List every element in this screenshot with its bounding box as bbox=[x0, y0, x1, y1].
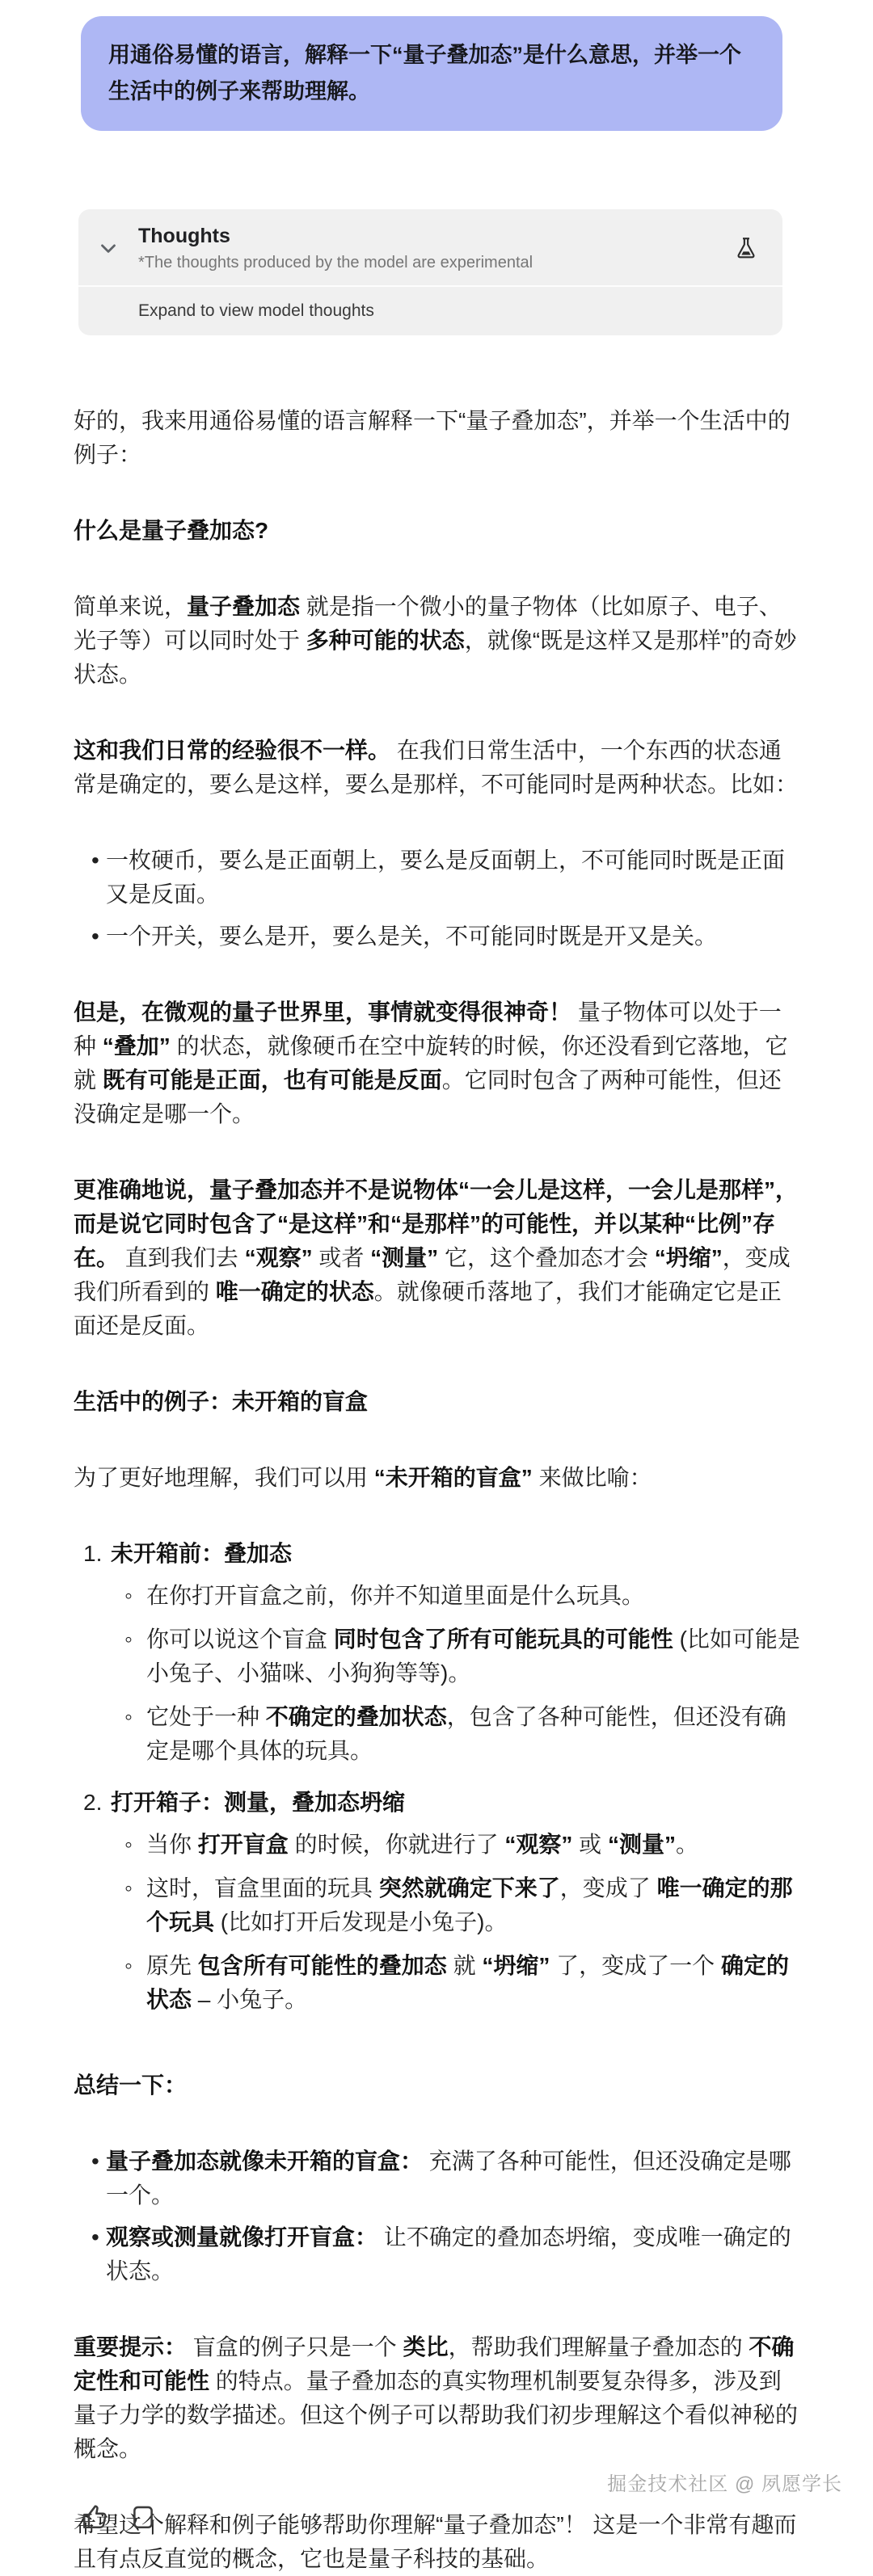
response-heading: 生活中的例子：未开箱的盲盒 bbox=[74, 1389, 369, 1414]
bullet-marker: • bbox=[91, 924, 99, 949]
user-message-bubble: 用通俗易懂的语言，解释一下“量子叠加态”是什么意思，并举一个生活中的例子来帮助理解。 bbox=[81, 16, 782, 131]
numbered-item: 2. 打开箱子：测量，叠加态坍缩 ◦ 当你 打开盲盒 的时候，你就进行了 “观察” 或 “测量”。 ◦ 这时，盲盒里面的玩具 突然就确定下来了，变成了 唯一确定的那个玩具 (比如打开后发现是小兔子)。 ◦ 原先 包含所有可能性的叠加态 就 “坍缩” 了，变成了一个 确定的状态 – 小兔子。 bbox=[74, 1786, 800, 2027]
bullet-marker: • bbox=[91, 2149, 99, 2174]
bullet-item: • 观察或测量就像打开盲盒： 让不确定的叠加态坍缩，变成唯一确定的状态。 bbox=[74, 2220, 800, 2288]
thoughts-expand-button[interactable]: Expand to view model thoughts bbox=[138, 301, 374, 320]
circle-bullet-marker: ◦ bbox=[124, 1953, 133, 1978]
thoughts-header[interactable] bbox=[78, 209, 782, 287]
response-paragraph: 更准确地说，量子叠加态并不是说物体“一会儿是这样，一会儿是那样”，而是说它同时包含了“是这样”和“是那样”的可能性，并以某种“比例”存在。 直到我们去 “观察” 或者 “测量” 它，这个叠加态才会 “坍缩”，变成我们所看到的 唯一确定的状态。就像硬币落地了，我们才能确定它是正面还是反面。 bbox=[74, 1177, 799, 1338]
sub-bullet-item: ◦ 这时，盲盒里面的玩具 突然就确定下来了，变成了 唯一确定的那个玩具 (比如打开后发现是小兔子)。 bbox=[111, 1871, 800, 1939]
bullet-marker: • bbox=[91, 2225, 99, 2250]
circle-bullet-marker: ◦ bbox=[124, 1583, 133, 1608]
sub-bullet-list bbox=[111, 1579, 800, 1768]
bullet-marker: • bbox=[91, 848, 99, 873]
thoughts-panel bbox=[78, 209, 782, 335]
thoughts-titles bbox=[138, 222, 718, 274]
bullet-item: • 量子叠加态就像未开箱的盲盒： 充满了各种可能性，但还没确定是哪一个。 bbox=[74, 2145, 800, 2212]
bullet-list bbox=[74, 2145, 800, 2288]
number-marker: 2. bbox=[83, 1790, 103, 1815]
response-feedback-bar bbox=[81, 2503, 157, 2535]
watermark: 掘金技术社区 @ 夙愿学长 bbox=[607, 2473, 842, 2495]
sub-bullet-item: ◦ 你可以说这个盲盒 同时包含了所有可能玩具的可能性 (比如可能是小兔子、小猫咪、小狗狗等等)。 bbox=[111, 1623, 800, 1690]
thumbs-down-icon[interactable] bbox=[129, 2503, 157, 2535]
sub-bullet-item: ◦ 原先 包含所有可能性的叠加态 就 “坍缩” 了，变成了一个 确定的状态 – 小兔子。 bbox=[111, 1949, 800, 2017]
response-paragraph: 为了更好地理解，我们可以用 “未开箱的盲盒” 来做比喻： bbox=[74, 1465, 652, 1490]
numbered-item: 1. 未开箱前：叠加态 ◦ 在你打开盲盒之前，你并不知道里面是什么玩具。 ◦ 你可以说这个盲盒 同时包含了所有可能玩具的可能性 (比如可能是小兔子、小猫咪、小狗狗等等)。 ◦ 它处于一种 不确定的叠加状态，包含了各种可能性，但还没有确定是哪个具体的玩具。 bbox=[74, 1537, 800, 1778]
thumbs-up-icon[interactable] bbox=[81, 2503, 108, 2535]
thoughts-title: Thoughts bbox=[138, 225, 230, 247]
response-paragraph: 好的，我来用通俗易懂的语言解释一下“量子叠加态”，并举一个生活中的例子： bbox=[74, 408, 791, 467]
chevron-down-icon[interactable] bbox=[96, 236, 120, 260]
response-heading: 总结一下： bbox=[74, 2073, 188, 2098]
response-paragraph: 简单来说，量子叠加态 就是指一个微小的量子物体（比如原子、电子、光子等）可以同时处于 多种可能的状态，就像“既是这样又是那样”的奇妙状态。 bbox=[74, 594, 797, 687]
response-paragraph: 这和我们日常的经验很不一样。 在我们日常生活中，一个东西的状态通常是确定的，要么是这样，要么是那样，不可能同时是两种状态。比如： bbox=[74, 738, 799, 797]
bullet-list bbox=[74, 844, 800, 953]
thoughts-subtitle: *The thoughts produced by the model are experimental bbox=[138, 254, 534, 271]
sub-bullet-item: ◦ 当你 打开盲盒 的时候，你就进行了 “观察” 或 “测量”。 bbox=[111, 1828, 800, 1862]
response-paragraph: 但是，在微观的量子世界里，事情就变得很神奇！ 量子物体可以处于一种 “叠加” 的状态，就像硬币在空中旋转的时候，你还没看到它落地，它就 既有可能是正面，也有可能是反面。它同时包含了两种可能性，但还没确定是哪一个。 bbox=[74, 1000, 788, 1126]
numbered-list bbox=[74, 1537, 800, 2027]
bullet-item: • 一个开关，要么是开，要么是关，不可能同时既是开又是关。 bbox=[74, 920, 800, 953]
sub-bullet-list bbox=[111, 1828, 800, 2017]
sub-bullet-item: ◦ 它处于一种 不确定的叠加状态，包含了各种可能性，但还没有确定是哪个具体的玩具。 bbox=[111, 1700, 800, 1768]
number-marker: 1. bbox=[83, 1541, 103, 1566]
circle-bullet-marker: ◦ bbox=[124, 1627, 133, 1652]
response-heading: 什么是量子叠加态? bbox=[74, 518, 269, 543]
bullet-item: • 一枚硬币，要么是正面朝上，要么是反面朝上，不可能同时既是正面又是反面。 bbox=[74, 844, 800, 911]
model-response bbox=[74, 404, 800, 2576]
response-paragraph: 重要提示： 盲盒的例子只是一个 类比，帮助我们理解量子叠加态的 不确定性和可能性 的特点。量子叠加态的真实物理机制要复杂得多，涉及到量子力学的数学描述。但这个例子可以帮助我们初步理解这个看似神秘的概念。 bbox=[74, 2334, 799, 2461]
circle-bullet-marker: ◦ bbox=[124, 1875, 133, 1900]
sub-bullet-item: ◦ 在你打开盲盒之前，你并不知道里面是什么玩具。 bbox=[111, 1579, 800, 1613]
circle-bullet-marker: ◦ bbox=[124, 1832, 133, 1857]
circle-bullet-marker: ◦ bbox=[124, 1704, 133, 1729]
response-paragraph: 希望这个解释和例子能够帮助你理解“量子叠加态”！ 这是一个非常有趣而且有点反直觉的概念，它也是量子科技的基础。 bbox=[74, 2512, 797, 2571]
flask-icon bbox=[734, 236, 758, 260]
